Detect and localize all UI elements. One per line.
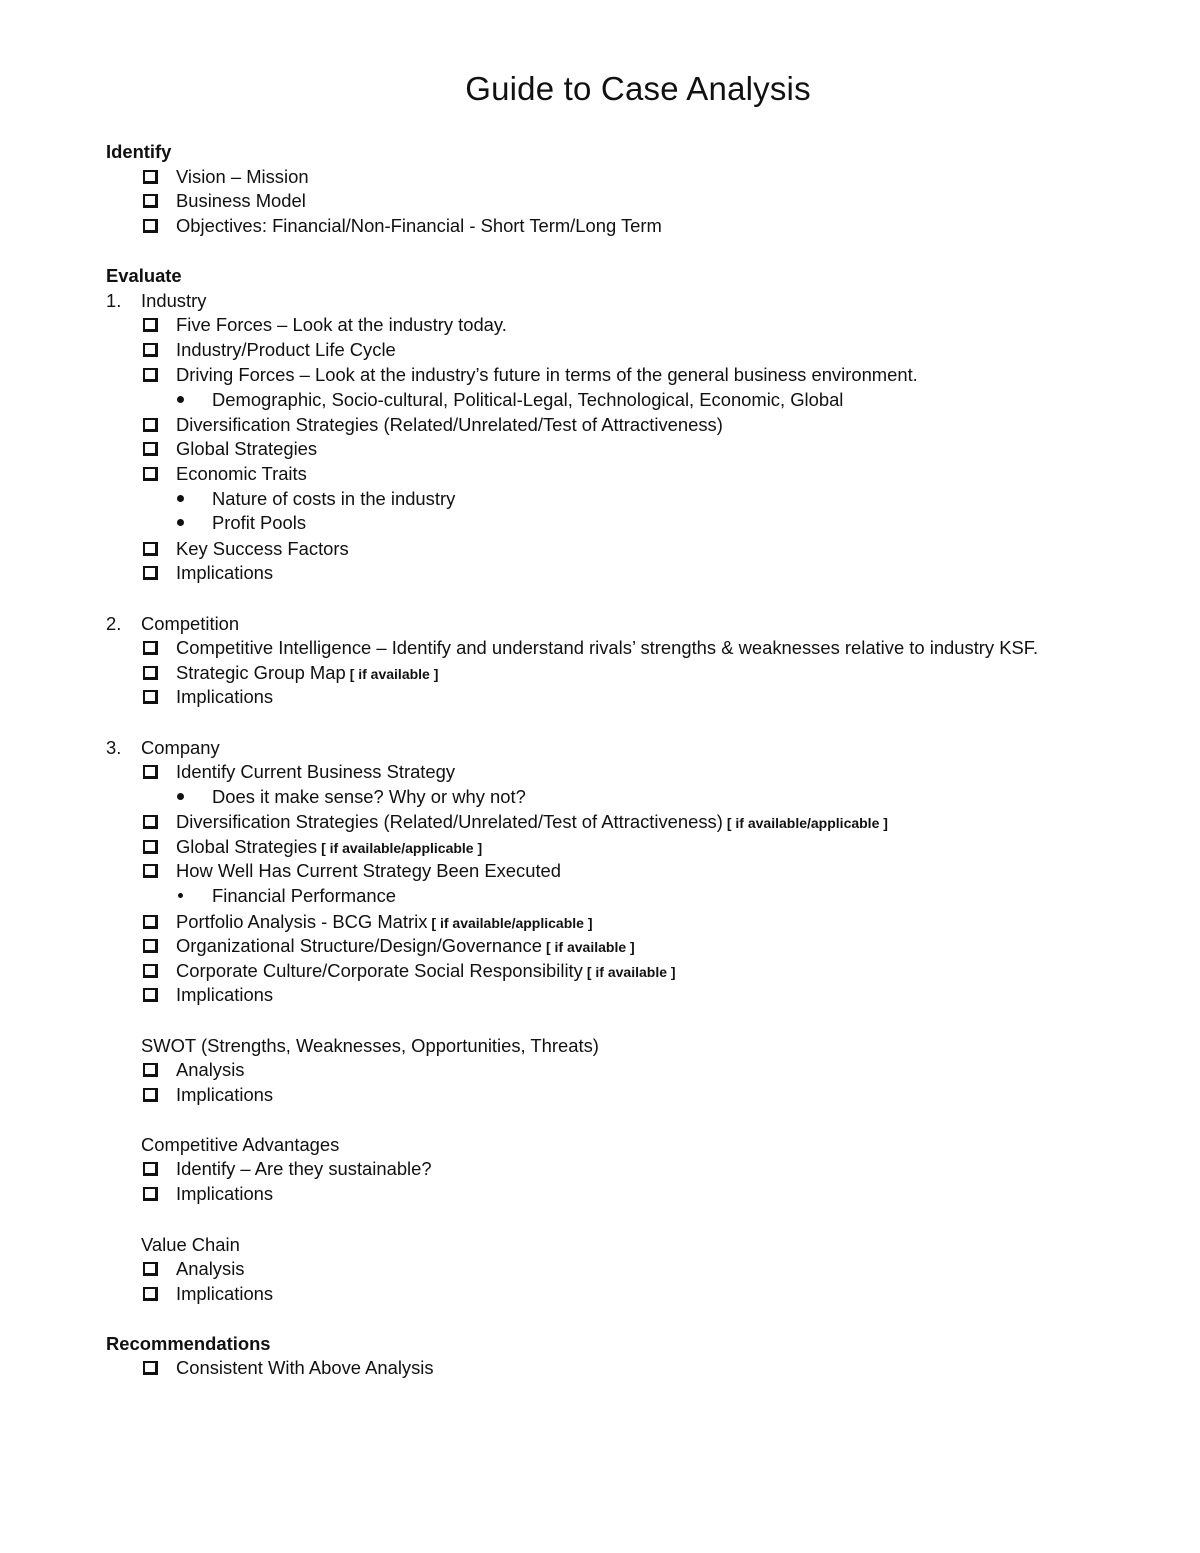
- company-item: [176, 836, 482, 859]
- checkbox-icon: [143, 442, 158, 456]
- swot-label: SWOT (Strengths, Weaknesses, Opportunities, Threats): [141, 1035, 599, 1056]
- checkbox-icon: [143, 219, 158, 233]
- checkbox-icon: [143, 1088, 158, 1102]
- competition-item: Competitive Intelligence – Identify and understand rivals’ strengths & weaknesses relative to industry KSF.: [176, 637, 1039, 658]
- item-text: Organizational Structure/Design/Governance: [176, 935, 542, 956]
- checkbox-icon: [143, 1287, 158, 1301]
- value-chain-item: Implications: [176, 1283, 274, 1304]
- item-text: Strategic Group Map: [176, 662, 346, 683]
- company-number: 3.: [106, 737, 122, 758]
- checkbox-icon: [143, 566, 158, 580]
- checkbox-icon: [143, 194, 158, 208]
- checkbox-icon: [143, 318, 158, 332]
- identify-heading: Identify: [106, 141, 172, 162]
- industry-item: Key Success Factors: [176, 538, 349, 559]
- industry-item: Global Strategies: [176, 438, 318, 459]
- company-label: Company: [141, 737, 220, 758]
- item-text: Diversification Strategies (Related/Unrelated/Test of Attractiveness): [176, 811, 723, 832]
- checkbox-icon: [143, 1162, 158, 1176]
- company-item: [176, 911, 592, 934]
- checkbox-icon: [143, 542, 158, 556]
- availability-note: [ if available ]: [586, 964, 676, 980]
- industry-label: Industry: [141, 290, 207, 311]
- identify-item: Vision – Mission: [176, 166, 309, 187]
- checkbox-icon: [143, 864, 158, 878]
- checkbox-icon: [143, 964, 158, 978]
- checkbox-icon: [143, 939, 158, 953]
- company-item: How Well Has Current Strategy Been Executed: [176, 860, 562, 881]
- industry-item: Industry/Product Life Cycle: [176, 339, 396, 360]
- company-item: [176, 811, 888, 834]
- company-item: [176, 960, 676, 983]
- industry-sub-item: Profit Pools: [212, 512, 307, 533]
- document-title: Guide to Case Analysis: [465, 70, 811, 107]
- checkbox-icon: [143, 915, 158, 929]
- checkbox-icon: [143, 840, 158, 854]
- checkbox-icon: [143, 1361, 158, 1375]
- item-text: Global Strategies: [176, 836, 318, 857]
- value-chain-label: Value Chain: [141, 1234, 240, 1255]
- checkbox-icon: [143, 666, 158, 680]
- company-item: [176, 935, 635, 958]
- company-item: Identify Current Business Strategy: [176, 761, 456, 782]
- availability-note: [ if available/applicable ]: [431, 915, 593, 931]
- checkbox-icon: [143, 1262, 158, 1276]
- competitive-advantages-item: Implications: [176, 1183, 274, 1204]
- identify-item: Objectives: Financial/Non-Financial - Short Term/Long Term: [176, 215, 662, 236]
- industry-sub-item: Demographic, Socio-cultural, Political-Legal, Technological, Economic, Global: [212, 389, 844, 410]
- checkbox-icon: [143, 1063, 158, 1077]
- industry-item: Economic Traits: [176, 463, 307, 484]
- competition-item: Implications: [176, 686, 274, 707]
- swot-item: Implications: [176, 1084, 274, 1105]
- checkbox-icon: [143, 368, 158, 382]
- company-item: Implications: [176, 984, 274, 1005]
- industry-item: Implications: [176, 562, 274, 583]
- industry-sub-item: Nature of costs in the industry: [212, 488, 456, 509]
- industry-item: Driving Forces – Look at the industry’s future in terms of the general business environment.: [176, 364, 918, 385]
- bullet-icon: [177, 396, 184, 403]
- bullet-icon: [177, 495, 184, 502]
- checkbox-icon: [143, 418, 158, 432]
- checkbox-icon: [143, 765, 158, 779]
- competition-label: Competition: [141, 613, 240, 634]
- competitive-advantages-label: Competitive Advantages: [141, 1134, 340, 1155]
- bullet-icon: [178, 893, 183, 898]
- availability-note: [ if available/applicable ]: [726, 815, 888, 831]
- item-text: Corporate Culture/Corporate Social Responsibility: [176, 960, 583, 981]
- competition-number: 2.: [106, 613, 122, 634]
- recommendations-heading: Recommendations: [106, 1333, 271, 1354]
- bullet-icon: [177, 793, 184, 800]
- industry-item: Diversification Strategies (Related/Unrelated/Test of Attractiveness): [176, 414, 723, 435]
- industry-number: 1.: [106, 290, 122, 311]
- checkbox-icon: [143, 1187, 158, 1201]
- competitive-advantages-item: Identify – Are they sustainable?: [176, 1158, 432, 1179]
- company-sub-item: Financial Performance: [212, 885, 396, 906]
- availability-note: [ if available ]: [349, 666, 439, 682]
- checkbox-icon: [143, 343, 158, 357]
- value-chain-item: Analysis: [176, 1258, 245, 1279]
- availability-note: [ if available ]: [545, 939, 635, 955]
- competition-item: [176, 662, 438, 685]
- checkbox-icon: [143, 815, 158, 829]
- checkbox-icon: [143, 467, 158, 481]
- swot-item: Analysis: [176, 1059, 245, 1080]
- bullet-icon: [177, 519, 184, 526]
- availability-note: [ if available/applicable ]: [321, 840, 483, 856]
- checkbox-icon: [143, 690, 158, 704]
- checkbox-icon: [143, 988, 158, 1002]
- identify-item: Business Model: [176, 190, 306, 211]
- evaluate-heading: Evaluate: [106, 265, 182, 286]
- checkbox-icon: [143, 641, 158, 655]
- industry-item: Five Forces – Look at the industry today.: [176, 314, 507, 335]
- company-sub-item: Does it make sense? Why or why not?: [212, 786, 526, 807]
- recommendations-item: Consistent With Above Analysis: [176, 1357, 434, 1378]
- item-text: Portfolio Analysis - BCG Matrix: [176, 911, 428, 932]
- checkbox-icon: [143, 170, 158, 184]
